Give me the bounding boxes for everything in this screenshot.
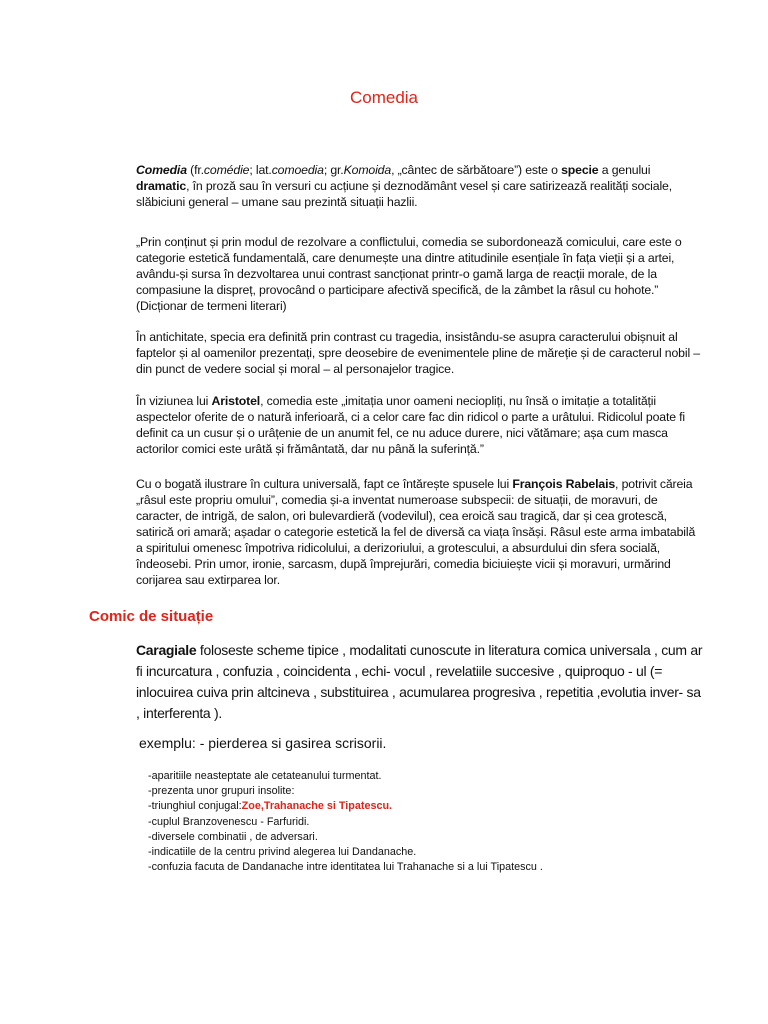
list-item: -prezenta unor grupuri insolite: [148, 785, 295, 798]
paragraph-quote-dictionary: „Prin conținut și prin modul de rezolvare a conflictului, comedia se subordonează comicului, care este o categorie estetică fundamentală, care denumește una dintre atitudinile esențiale în fața vieții și a artei, avându-și sursa în dezvoltarea unui contrast sancționat printr-o gamă larga de reacții morale, de la compasiune la dispreț, provocând o participare afectivă specifică, de la zâmbet la râsul cu hohote.” (Dicționar de termeni literari) [136, 235, 682, 313]
term-comedia: Comedia [136, 163, 187, 177]
paragraph-antiquity: În antichitate, specia era definită prin contrast cu tragedia, insistându-se asupra caracterului obișnuit al faptelor și al oamenilor prezentați, spre deosebire de evenimentele pline de măreție și de caracterul nobil – din punct de vedere social și moral – al personajelor tragice. [136, 330, 700, 376]
list-item: -cuplul Branzovenescu - Farfuridi. [148, 815, 310, 828]
example-list [148, 769, 628, 875]
paragraph-definition: Comedia (fr.comédie; lat.comoedia; gr.Komoida, „cântec de sărbătoare”) este o specie a genului dramatic, în proză sau în versuri cu acțiune și deznodământ vesel și care satirizează realități sociale, slăbiciuni general – umane sau prezintă situații hazlii. [136, 163, 672, 209]
list-item: -diversele combinatii , de adversari. [148, 830, 318, 843]
list-item: -confuzia facuta de Dandanache intre identitatea lui Trahanache si a lui Tipatescu . [148, 861, 543, 874]
section-heading: Comic de situație [89, 608, 214, 625]
name-aristotel: Aristotel [211, 394, 261, 408]
name-rabelais: François Rabelais [512, 477, 616, 491]
list-item: -indicatiile de la centru privind alegerea lui Dandanache. [148, 846, 417, 859]
document-title: Comedia [349, 88, 419, 107]
paragraph-caragiale: Caragiale foloseste scheme tipice , modalitati cunoscute in literatura comica universala , cum ar fi incurcatura , confuzia , coincidenta , echi- vocul , revelatiile succesive , quiproquo - ul (= inlocuirea cuiva prin altcineva , substituirea , acumularea progresiva , repetitia ,evolutia inver- sa , interferenta ). [136, 642, 703, 721]
list-item: -aparitiile neasteptate ale cetateanului turmentat. [148, 770, 382, 782]
paragraph-rabelais: Cu o bogată ilustrare în cultura universală, fapt ce întărește spusele lui François Rabelais, potrivit căreia „râsul este propriu omului”, comedia și-a inventat numeroase subspecii: de situații, de moravuri, de caracter, de intrigă, de salon, ori bulevardieră (vodevilul), cea eroică sau tragică, dar și cea grotescă, satirică ori amară; așadar o categorie estetică la fel de diversă ca viața însăși. Râsul este arma imbatabilă a spiritului omenesc împotriva ridicolului, a derizoriului, a grotescului, a absurdului din sfera socială, îndeosebi. Prin umor, ironie, sarcasm, după împrejurări, comedia biciuiește vicii și moravuri, urmărind corijarea sau extirparea lor. [136, 477, 696, 587]
highlighted-names: Zoe,Trahanache si Tipatescu. [241, 800, 393, 813]
name-caragiale: Caragiale [136, 642, 197, 658]
paragraph-aristotle: În viziunea lui Aristotel, comedia este „imitația unor oameni neciopliți, nu însă o imitație a totalității aspectelor oferite de o natură inferioară, ci a celor care fac din ridicol o parte a urâtului. Ridicolul poate fi definit ca un cusur și o urâțenie de un anumit fel, ce nu aduce durere, nici vătămare; așa cum masca actorilor comici este urâtă și frământată, dar nu până la suferință.” [136, 394, 686, 456]
list-item: -triunghiul conjugal:Zoe,Trahanache si Tipatescu. [148, 800, 393, 813]
example-line: exemplu: - pierderea si gasirea scrisorii. [139, 735, 387, 751]
